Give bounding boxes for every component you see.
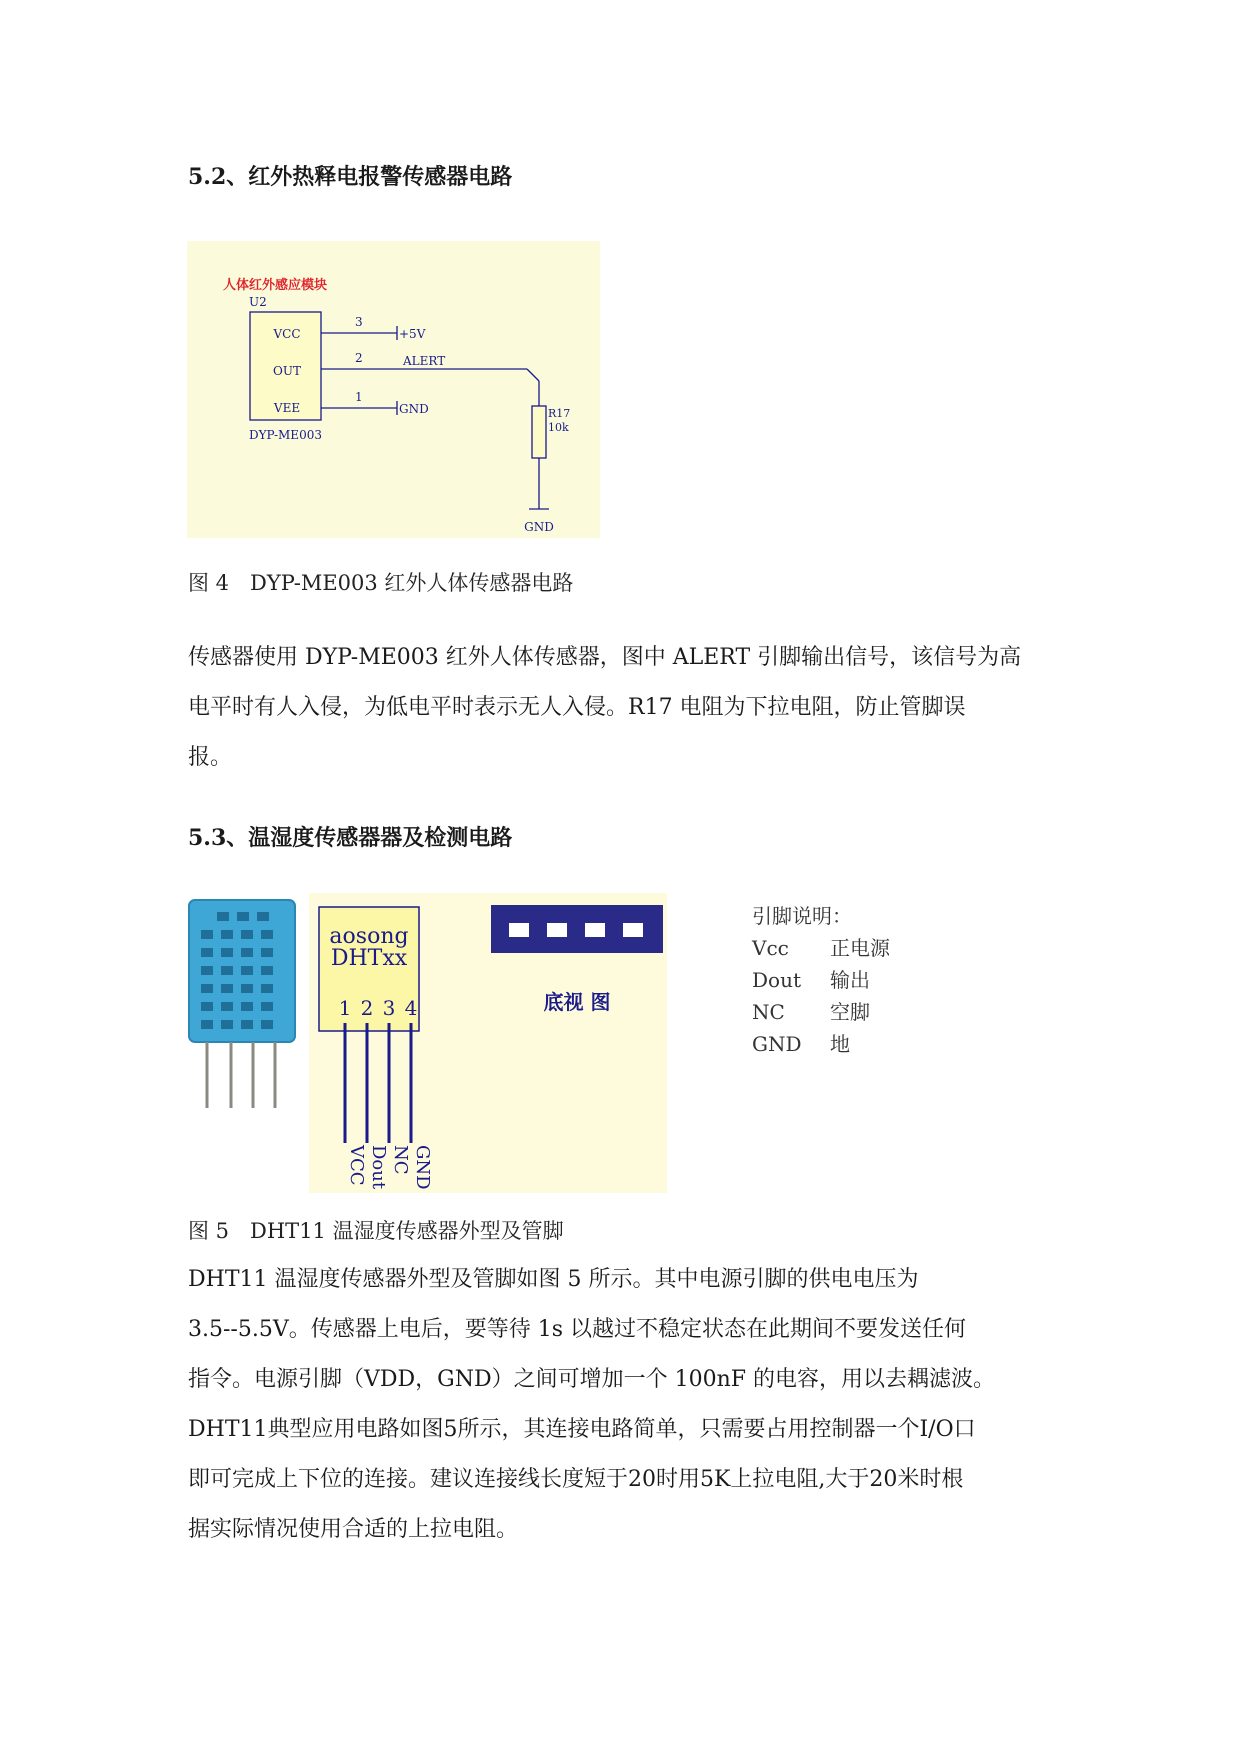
module-part-number: DYP-ME003 bbox=[249, 428, 322, 442]
module-title: 人体红外感应模块 bbox=[223, 278, 328, 293]
paragraph-line: 传感器使用 DYP-ME003 红外人体传感器，图中 ALERT 引脚输出信号，该信号为高 bbox=[188, 645, 1022, 670]
figure-4-caption: 图 4 DYP-ME003 红外人体传感器电路 bbox=[188, 571, 574, 595]
section-5-3-heading: 5.3、温湿度传感器器及检测电路 bbox=[188, 825, 513, 851]
resistor-value: 10k bbox=[548, 421, 569, 434]
dht-pin-gnd-label: GND bbox=[412, 1145, 433, 1190]
sensor-photo-svg bbox=[187, 898, 298, 1116]
dht-model: DHTxx bbox=[330, 946, 408, 971]
pin-legend-key: Vcc bbox=[752, 936, 789, 960]
paragraph-pir-description bbox=[188, 633, 1068, 783]
pin-vee-label: VEE bbox=[273, 401, 301, 415]
paragraph-line: DHT11 温湿度传感器外型及管脚如图 5 所示。其中电源引脚的供电电压为 bbox=[188, 1267, 919, 1292]
dht-pin-2-number: 2 bbox=[360, 996, 374, 1020]
section-5-2-heading: 5.2、红外热释电报警传感器电路 bbox=[188, 164, 513, 190]
pin-1-number: 1 bbox=[355, 390, 363, 404]
dht-brand: aosong bbox=[329, 924, 409, 949]
pin-legend bbox=[752, 900, 972, 1060]
resistor-ref: R17 bbox=[548, 407, 571, 420]
alert-wire-bend bbox=[527, 369, 539, 381]
dht-pin-1-number: 1 bbox=[338, 996, 352, 1020]
dht-pin-vcc-label: VCC bbox=[346, 1145, 367, 1186]
paragraph-line: DHT11典型应用电路如图5所示，其连接电路简单，只需要占用控制器一个I/O口 bbox=[188, 1417, 976, 1442]
pin-legend-key: Dout bbox=[752, 968, 801, 992]
vcc-net-label: +5V bbox=[399, 327, 426, 341]
pin-legend-key: NC bbox=[752, 1000, 785, 1024]
dht11-pinout-diagram bbox=[309, 893, 667, 1193]
pin-legend-title: 引脚说明： bbox=[752, 904, 852, 928]
pin-legend-row bbox=[752, 996, 972, 1028]
pin-legend-row bbox=[752, 1028, 972, 1060]
bottom-gnd-label: GND bbox=[524, 520, 554, 534]
figure-4-schematic bbox=[187, 241, 600, 538]
paragraph-line: 即可完成上下位的连接。建议连接线长度短于20时用5K上拉电阻,大于20米时根 bbox=[188, 1467, 964, 1492]
paragraph-line: 指令。电源引脚（VDD，GND）之间可增加一个 100nF 的电容，用以去耦滤波。 bbox=[188, 1367, 996, 1392]
pin-legend-value: 地 bbox=[830, 1032, 850, 1056]
paragraph-line: 电平时有人入侵，为低电平时表示无人入侵。R17 电阻为下拉电阻，防止管脚误 bbox=[188, 695, 966, 720]
alert-net-label: ALERT bbox=[403, 354, 446, 368]
dht-pin-leads bbox=[345, 1023, 411, 1143]
pin-legend-row bbox=[752, 932, 972, 964]
pin-2-number: 2 bbox=[355, 351, 363, 365]
pin-out-label: OUT bbox=[273, 364, 301, 378]
resistor-r17 bbox=[532, 406, 546, 458]
pin-legend-value: 正电源 bbox=[830, 936, 890, 960]
paragraph-line: 3.5--5.5V。传感器上电后，要等待 1s 以越过不稳定状态在此期间不要发送任何 bbox=[188, 1317, 967, 1342]
dht-pin-dout-label: Dout bbox=[368, 1145, 389, 1190]
dht-pin-nc-label: NC bbox=[390, 1145, 411, 1175]
pinout-svg bbox=[309, 893, 667, 1193]
paragraph-line: 据实际情况使用合适的上拉电阻。 bbox=[188, 1517, 519, 1542]
pin-legend-key: GND bbox=[752, 1032, 802, 1056]
bottom-view-label: 底视 图 bbox=[543, 990, 611, 1014]
dht-pin-4-number: 4 bbox=[404, 996, 418, 1020]
paragraph-dht11-description bbox=[188, 1255, 1068, 1555]
pin-3-number: 3 bbox=[355, 315, 363, 329]
dht11-sensor-photo bbox=[187, 898, 298, 1116]
paragraph-line: 报。 bbox=[188, 745, 233, 770]
dht-pin-3-number: 3 bbox=[382, 996, 396, 1020]
pin-legend-value: 输出 bbox=[830, 968, 870, 992]
module-ref: U2 bbox=[249, 295, 267, 309]
gnd-net-label: GND bbox=[399, 402, 429, 416]
pin-legend-row bbox=[752, 964, 972, 996]
schematic-svg bbox=[187, 241, 600, 538]
pin-legend-value: 空脚 bbox=[830, 1000, 870, 1024]
pin-vcc-label: VCC bbox=[273, 327, 301, 341]
sensor-leads bbox=[207, 1042, 275, 1108]
figure-5-caption: 图 5 DHT11 温湿度传感器外型及管脚 bbox=[188, 1219, 564, 1243]
